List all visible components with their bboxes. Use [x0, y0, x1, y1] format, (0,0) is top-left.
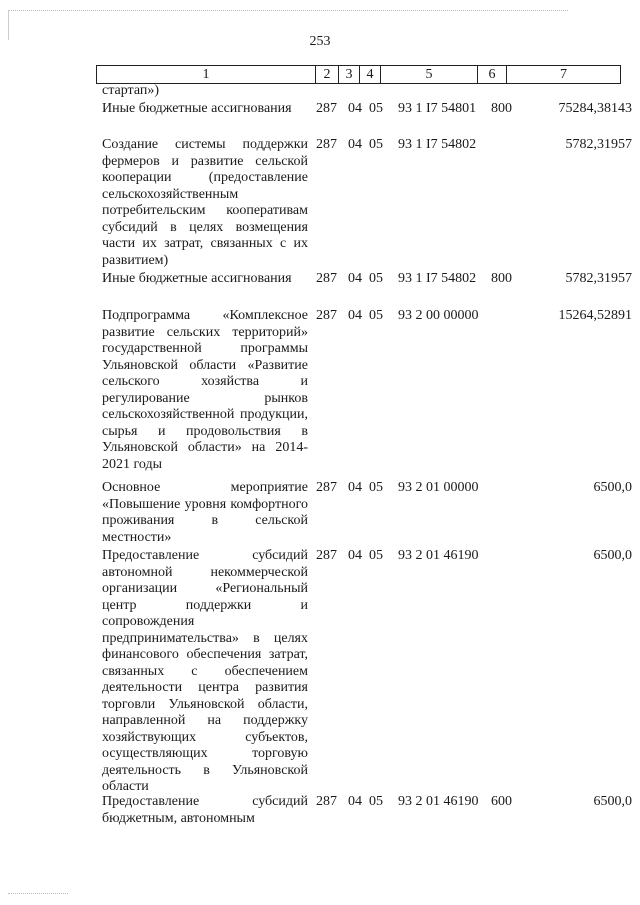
row-target-code: 93 1 I7 54802	[398, 137, 477, 152]
row-subsection-code: 05	[369, 101, 383, 116]
row-expense-type: 800	[491, 271, 512, 286]
column-header-6: 6	[478, 66, 507, 84]
row-expense-type: 800	[491, 101, 512, 116]
row-ministry-code: 287	[316, 101, 337, 116]
row-section-code: 04	[348, 794, 362, 809]
table-row	[0, 308, 640, 480]
table-row	[0, 271, 640, 308]
row-target-code: 93 2 01 00000	[398, 480, 479, 495]
row-target-code: 93 1 I7 54802	[398, 271, 477, 286]
table-row	[0, 101, 640, 137]
row-expense-type: 600	[491, 794, 512, 809]
row-ministry-code: 287	[316, 271, 337, 286]
row-target-code: 93 2 01 46190	[398, 794, 479, 809]
row-amount: 6500,0	[593, 548, 632, 563]
page-number: 253	[309, 34, 331, 49]
row-ministry-code: 287	[316, 308, 337, 323]
column-header-row	[96, 65, 621, 84]
column-header-2: 2	[316, 66, 339, 84]
row-name: стартап»)	[102, 83, 160, 98]
row-section-code: 04	[348, 137, 362, 152]
row-ministry-code: 287	[316, 137, 337, 152]
row-name: Создание системы поддержки фермеров и развитие сельской кооперации (предоставление сельскохозяйственным потребительским кооперативам субсидий в целях возмещения части их затрат, связанных с их развитием)	[102, 137, 308, 268]
table-row	[0, 137, 640, 271]
row-name: Иные бюджетные ассигнования	[102, 101, 292, 116]
row-amount: 5782,31957	[565, 137, 632, 152]
row-name: Подпрограмма «Комплексное развитие сельских территорий» государственной программы Ульяновской области «Развитие сельского хозяйства и регулирование рынков сельскохозяйственной продукции, сырья и продовольствия в Ульяновской области» на 2014-2021 годы	[102, 308, 308, 472]
row-name: Предоставление субсидий автономной некоммерческой организации «Региональный центр поддержки и сопровождения предпринимательства» в целях финансового обеспечения затрат, связанных с обеспечением деятельности центра развития торговли Ульяновской области, направленной на поддержку хозяйствующих субъектов, осуществляющих торговую деятельность в Ульяновской области	[102, 548, 308, 794]
row-subsection-code: 05	[369, 548, 383, 563]
row-amount: 5782,31957	[565, 271, 632, 286]
row-subsection-code: 05	[369, 308, 383, 323]
row-section-code: 04	[348, 548, 362, 563]
row-ministry-code: 287	[316, 548, 337, 563]
table-row	[0, 548, 640, 794]
row-name: Иные бюджетные ассигнования	[102, 271, 292, 286]
column-header-5: 5	[381, 66, 478, 84]
row-subsection-code: 05	[369, 137, 383, 152]
row-subsection-code: 05	[369, 794, 383, 809]
row-section-code: 04	[348, 271, 362, 286]
row-ministry-code: 287	[316, 794, 337, 809]
budget-table-body	[0, 83, 640, 830]
row-subsection-code: 05	[369, 480, 383, 495]
row-name: Основное мероприятие «Повышение уровня комфортного проживания в сельской местности»	[102, 480, 308, 545]
row-target-code: 93 1 I7 54801	[398, 101, 477, 116]
table-row	[0, 794, 640, 830]
row-amount: 15264,52891	[558, 308, 632, 323]
column-header-3: 3	[339, 66, 360, 84]
row-name: Предоставление субсидий бюджетным, автономным	[102, 794, 308, 826]
row-amount: 6500,0	[593, 480, 632, 495]
column-header-1: 1	[97, 66, 316, 84]
table-row	[0, 83, 640, 101]
column-header-4: 4	[360, 66, 381, 84]
row-target-code: 93 2 00 00000	[398, 308, 479, 323]
row-ministry-code: 287	[316, 480, 337, 495]
row-target-code: 93 2 01 46190	[398, 548, 479, 563]
row-section-code: 04	[348, 480, 362, 495]
row-section-code: 04	[348, 308, 362, 323]
table-row	[0, 480, 640, 548]
scan-edge-mark	[8, 893, 68, 895]
row-amount: 6500,0	[593, 794, 632, 809]
row-amount: 75284,38143	[558, 101, 632, 116]
row-section-code: 04	[348, 101, 362, 116]
column-header-7: 7	[507, 66, 621, 84]
scan-edge-mark	[8, 10, 568, 12]
row-subsection-code: 05	[369, 271, 383, 286]
